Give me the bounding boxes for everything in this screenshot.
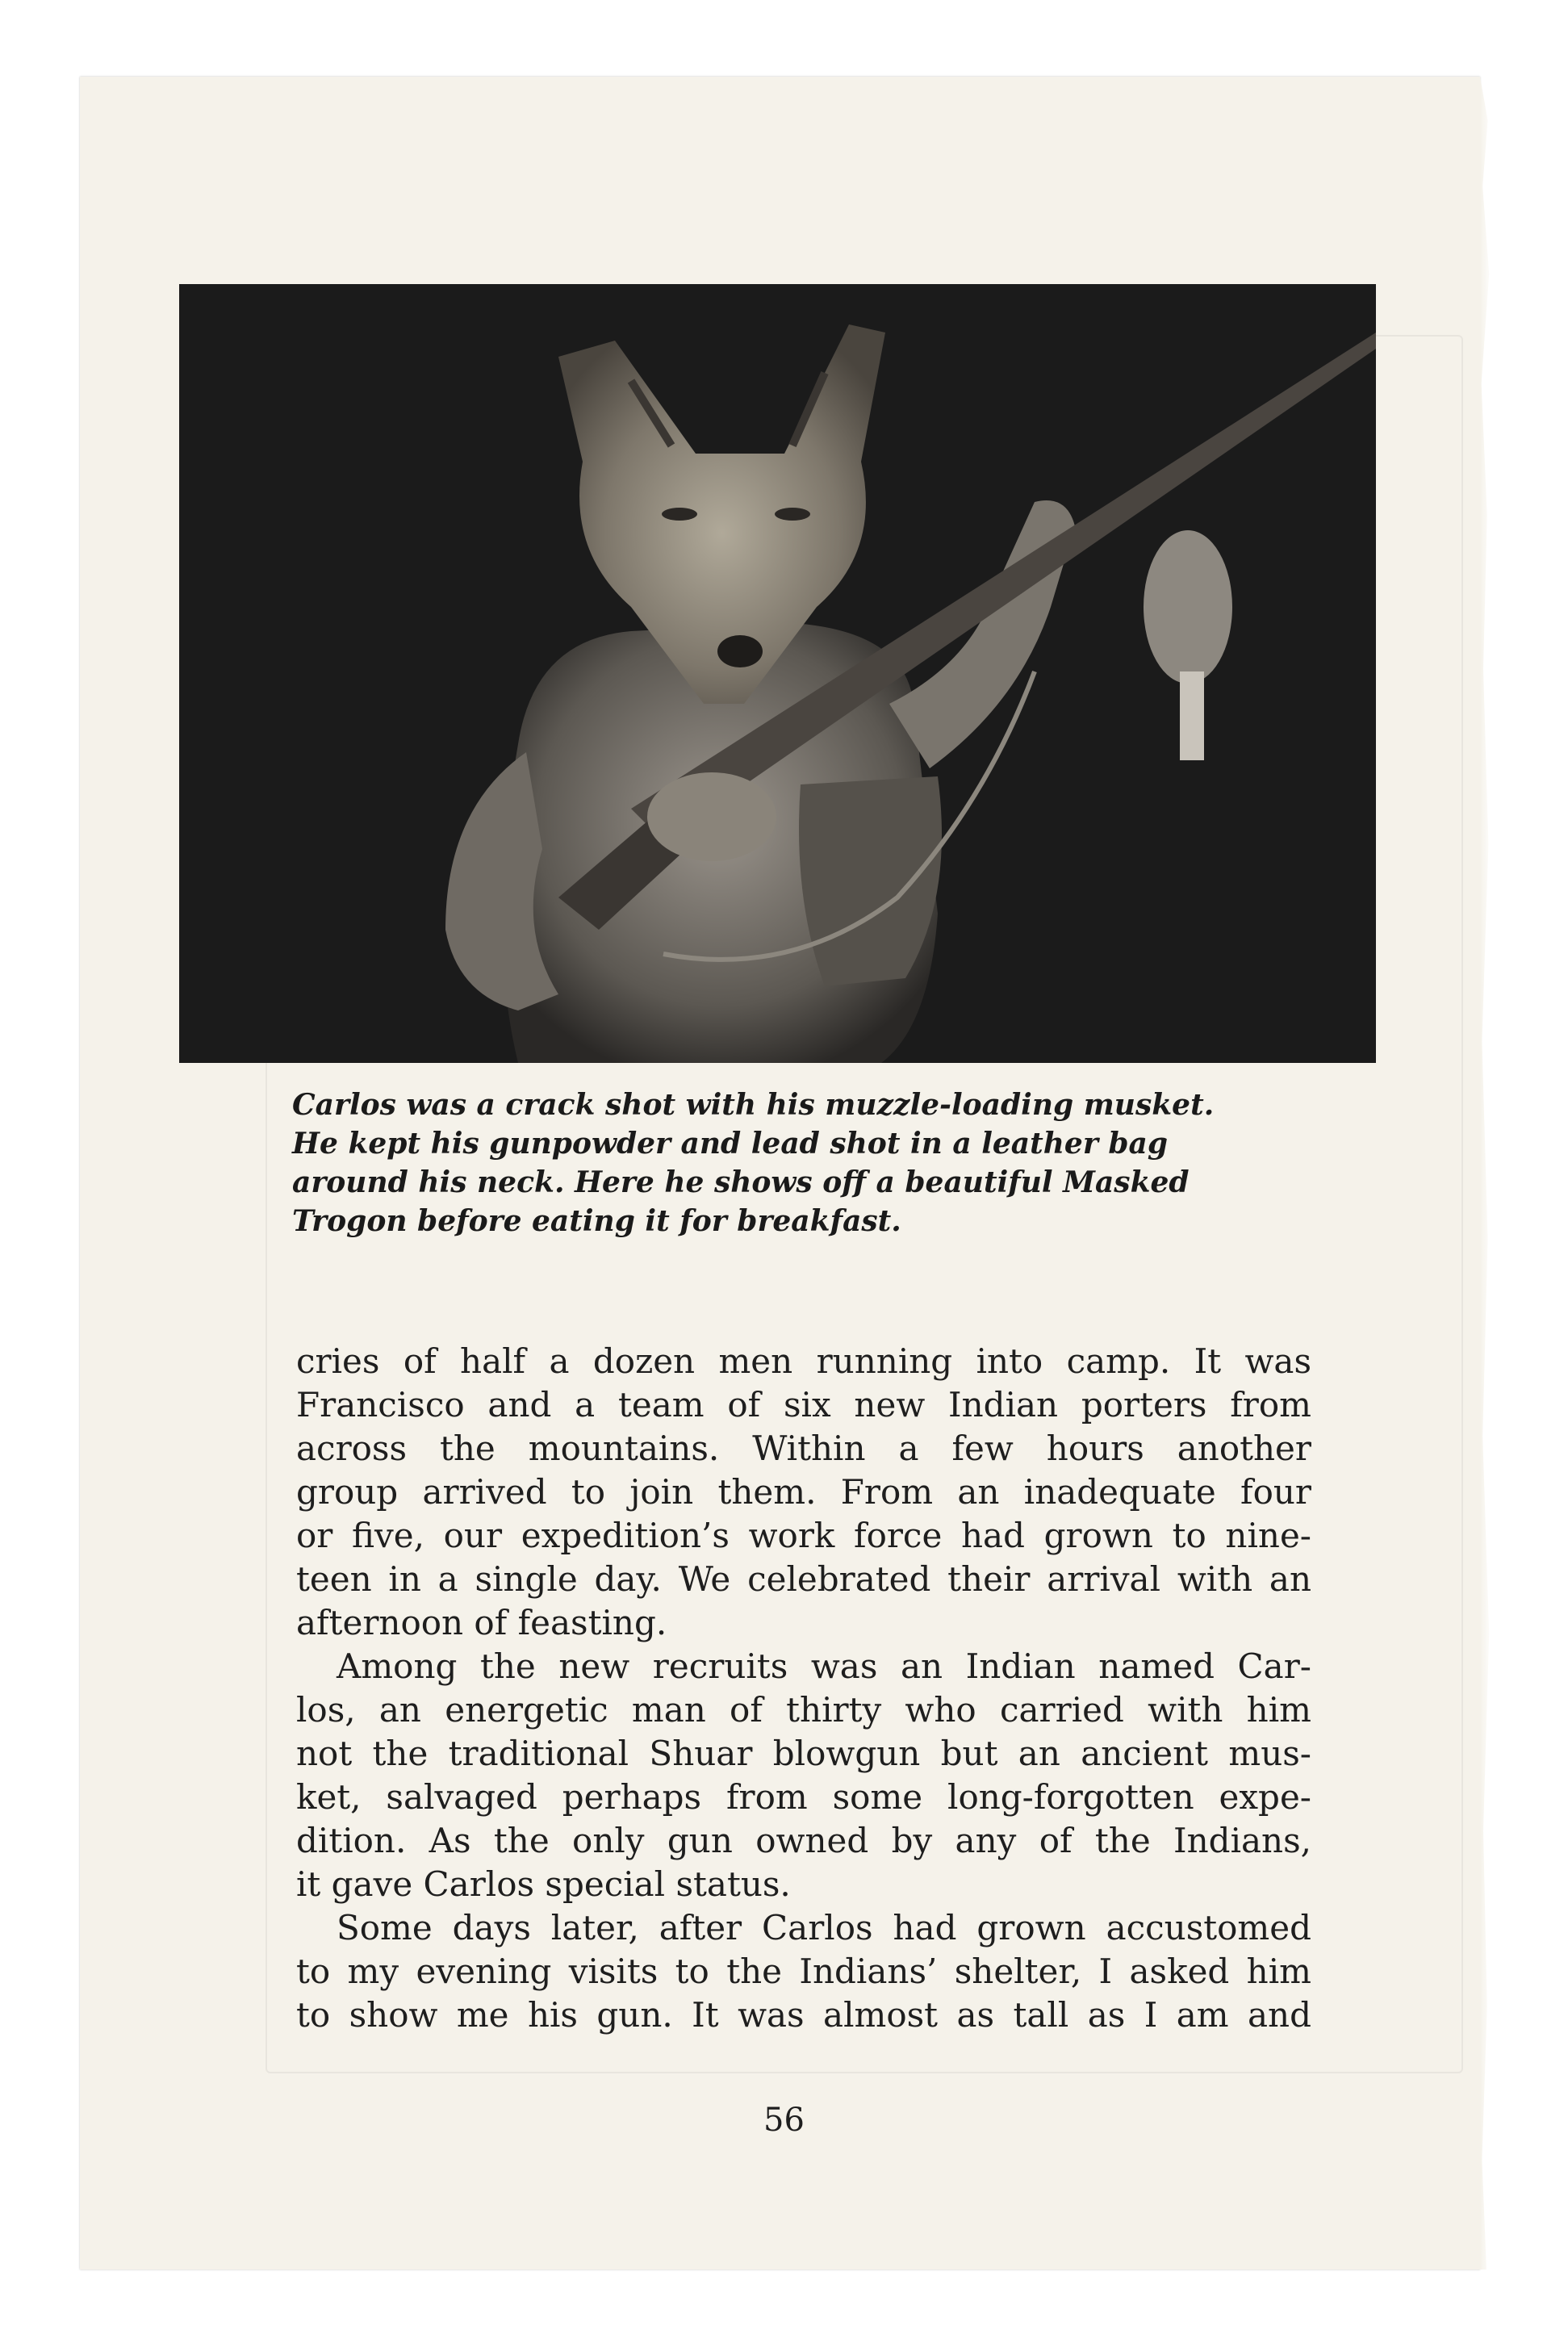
photo-caption	[292, 1086, 1341, 1240]
body-text	[296, 1340, 1311, 2037]
trogon-bird	[1144, 530, 1232, 684]
body-line: afternoon of feasting.	[296, 1603, 667, 1642]
caption-line: around his neck. Here he shows off a beautiful Masked	[292, 1165, 1190, 1199]
body-line: across the mountains. Within a few hours another	[296, 1429, 1311, 1468]
caption-line: Carlos was a crack shot with his muzzle-loading musket.	[292, 1088, 1215, 1122]
body-line: Among the new recruits was an Indian named Car-	[337, 1646, 1311, 1686]
body-line: teen in a single day. We celebrated their arrival with an	[296, 1559, 1311, 1599]
photo	[179, 284, 1376, 1063]
caption-line: Trogon before eating it for breakfast.	[292, 1204, 901, 1238]
body-line: Francisco and a team of six new Indian porters from	[296, 1385, 1311, 1424]
body-line: to my evening visits to the Indians’ shelter, I asked him	[296, 1952, 1311, 1991]
body-line: cries of half a dozen men running into camp. It was	[296, 1341, 1311, 1381]
body-line: los, an energetic man of thirty who carried with him	[296, 1690, 1311, 1730]
caption-line: He kept his gunpowder and lead shot in a leather bag	[292, 1127, 1169, 1161]
body-line: not the traditional Shuar blowgun but an ancient mus-	[296, 1734, 1311, 1773]
page-number: 56	[763, 2102, 805, 2139]
body-line: Some days later, after Carlos had grown accustomed	[337, 1908, 1311, 1947]
body-line: it gave Carlos special status.	[296, 1864, 791, 1904]
fox-man-illustration	[179, 284, 1376, 1063]
body-line: to show me his gun. It was almost as tall as I am and	[296, 1995, 1311, 2035]
body-line: ket, salvaged perhaps from some long-forgotten expe-	[296, 1777, 1311, 1817]
body-line: or five, our expedition’s work force had grown to nine-	[296, 1516, 1311, 1555]
body-line: group arrived to join them. From an inadequate four	[296, 1472, 1311, 1512]
body-line: dition. As the only gun owned by any of the Indians,	[296, 1821, 1311, 1860]
